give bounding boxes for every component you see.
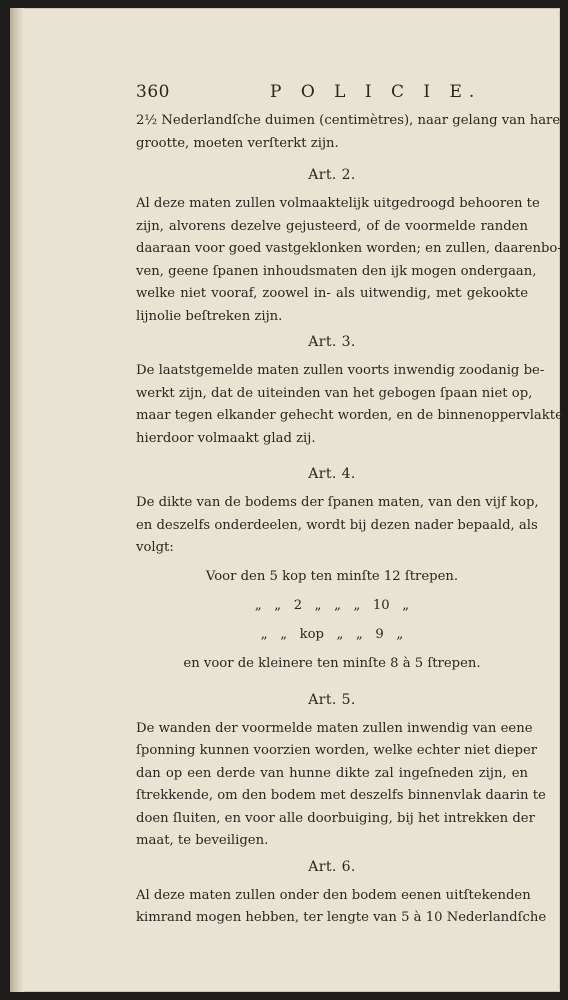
article-heading: Art. 5. [308, 691, 356, 708]
text-line: maar tegen elkander gehecht worden, en de binnenoppervlakte [136, 408, 563, 423]
text-line: De dikte van de bodems der ſpanen maten, van den vijf kop, [136, 495, 539, 510]
text-line: ſponning kunnen voorzien worden, welke echter niet dieper [136, 743, 538, 758]
page-number: 360 [136, 82, 170, 102]
article-heading: Art. 4. [308, 466, 356, 482]
text-line: hierdoor volmaakt glad zij. [136, 430, 316, 446]
page-gutter [10, 8, 24, 992]
text-line: De laatstgemelde maten zullen voorts inwendig zoodanig be- [136, 363, 545, 378]
text-line: grootte, moeten verſterkt zijn. [136, 135, 339, 151]
text-line: Al deze maten zullen volmaaktelijk uitgedroogd behooren te [136, 196, 540, 211]
page-text [136, 74, 563, 930]
text-line: dan op een derde van hunne dikte zal ingeſneden zijn, en [136, 765, 528, 781]
text-line: welke niet vooraf, zoowel in- als uitwendig, met gekookte [136, 286, 528, 301]
text-line: kimrand mogen hebben, ter lengte van 5 à 10 Nederlandſche [136, 910, 547, 925]
page-header [136, 74, 528, 110]
text-line: ven, geene ſpanen inhoudsmaten den ijk mogen ondergaan, [136, 263, 537, 279]
text-line: Al deze maten zullen onder den bodem eenen uitſtekenden [136, 887, 531, 903]
text-line: 2½ Nederlandſche duimen (centimètres), naar gelang van hare [136, 113, 561, 128]
measure-row: Voor den 5 kop ten minſte 12 ſtrepen. [205, 568, 459, 584]
text-line: De wanden der voormelde maten zullen inwendig van eene [136, 720, 533, 736]
article-heading: Art. 2. [308, 167, 356, 183]
article-heading: Art. 3. [308, 334, 356, 350]
text-line: lijnolie beſtreken zijn. [136, 308, 283, 324]
text-line: doen ſluiten, en voor alle doorbuiging, bij het intrekken der [136, 810, 535, 826]
article-heading: Art. 6. [308, 858, 356, 875]
text-line: en deszelfs onderdeelen, wordt bij dezen nader bepaald, als [136, 517, 538, 533]
measure-row: „ „ 2 „ „ „ 10 „ [254, 597, 410, 613]
text-line: zijn, alvorens dezelve gejusteerd, of de voormelde randen [136, 218, 528, 234]
measure-row: „ „ kop „ „ 9 „ [260, 626, 404, 642]
text-line: werkt zijn, dat de uiteinden van het gebogen ſpaan niet op, [136, 385, 533, 401]
text-line: volgt: [136, 540, 174, 555]
text-line: ſtrekkende, om den bodem met deszelfs binnenvlak daarin te [136, 788, 546, 803]
text-line: maat, te beveiligen. [136, 833, 269, 848]
measure-row: en voor de kleinere ten minſte 8 à 5 ſtrepen. [183, 655, 481, 671]
text-line: daaraan voor goed vastgeklonken worden; en zullen, daarenbo- [136, 241, 562, 256]
running-title: P O L I C I E. [270, 82, 482, 102]
